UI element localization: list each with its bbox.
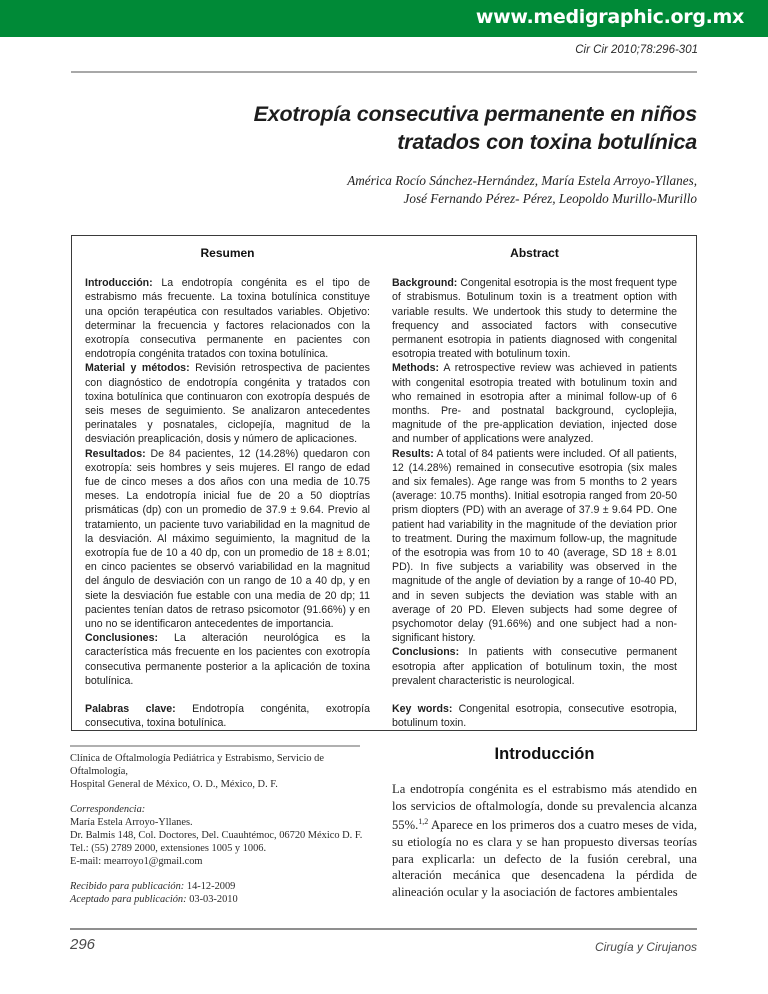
footer-divider xyxy=(70,928,697,930)
abstract-text-methods: A retrospective review was achieved in patients with congenital esotropia treated with botulinum toxin and who remained in esotropia after a minimal follow-up of 6 months. Pre- and postnatal background, cycloplejia, magnitude of the pre-application deviation, injected dose and number of applications were analyzed. xyxy=(392,362,677,446)
introduction-body xyxy=(392,781,697,900)
resumen-text-introduccion: La endotropía congénita es el tipo de estrabismo más frecuente. La toxina botulínica constituye una opción terapéutica con resultados variables. Objetivo: determinar la frecuencia y factores relacionados con la exotropía consecutiva permanente en pacientes con endotropía congénita tratados con toxina botulínica. xyxy=(85,277,370,361)
introduction-column xyxy=(392,745,697,900)
correspondence-phone: Tel.: (55) 2789 2000, extensiones 1005 y 1006. xyxy=(70,843,267,855)
resumen-section-conclusiones xyxy=(85,631,370,688)
abstract-section-conclusions xyxy=(392,645,677,688)
resumen-label-material: Material y métodos: xyxy=(85,362,190,375)
introduction-heading: Introducción xyxy=(494,745,595,763)
journal-citation: Cir Cir 2010;78:296-301 xyxy=(575,44,698,56)
author-line-1: América Rocío Sánchez-Hernández, María Estela Arroyo-Yllanes, xyxy=(347,173,697,188)
resumen-section-material xyxy=(85,361,370,446)
article-title-line-2: tratados con toxina botulínica xyxy=(397,130,697,154)
resumen-section-introduccion xyxy=(85,276,370,361)
affiliation-spacer-1 xyxy=(70,792,375,803)
affiliation-line-2: Hospital General de México, O. D., México, D. F. xyxy=(70,779,278,791)
abstract-heading: Abstract xyxy=(510,246,559,260)
resumen-keywords xyxy=(85,702,370,730)
medigraphic-url: www.medigraphic.org.mx xyxy=(475,6,744,28)
correspondence-name: María Estela Arroyo-Yllanes. xyxy=(70,816,193,828)
abstract-text-conclusions: In patients with consecutive permanent esotropia after application of botulinum toxin, the most prevalent characteristic is neurological. xyxy=(392,646,677,687)
abstract-spanish xyxy=(85,246,370,731)
abstract-keywords-text: Congenital esotropia, consecutive esotropia, botulinum toxin. xyxy=(392,703,677,730)
resumen-keywords-label: Palabras clave: xyxy=(85,703,176,716)
abstract-text-background: Congenital esotropia is the most frequent type of strabismus. Botulinum toxin is a treatment option with variable results. We undertook this study to determine the frequency and associated factors with consecutive permanent esotropia in patients diagnosed with congenital esotropia treated with botulinum toxin. xyxy=(392,277,677,361)
affiliation-divider xyxy=(70,745,360,747)
received-date: 14-12-2009 xyxy=(184,880,236,892)
abstract-keywords xyxy=(392,702,677,730)
journal-name-footer: Cirugía y Cirujanos xyxy=(594,940,697,954)
resumen-text-material: Revisión retrospectiva de pacientes con diagnóstico de endotropía congénita y tratados con toxina botulínica que continuaron con exotropía después de seis meses de seguimiento. Se analizaron antecedentes perinatales y posnatales, ciclopejía, magnitud de la desviación preaplicación, dosis y número de aplicaciones. xyxy=(85,362,370,446)
introduction-text-part1: La endotropía congénita es el estrabismo más atendido en los servicios de oftalmología, donde su prevalencia alcanza 55%. xyxy=(392,782,697,833)
resumen-label-conclusiones: Conclusiones: xyxy=(85,632,158,645)
resumen-label-resultados: Resultados: xyxy=(85,447,146,460)
abstract-label-background: Background: xyxy=(392,277,458,290)
received-label: Recibido para publicación: xyxy=(70,880,185,892)
resumen-label-introduccion: Introducción: xyxy=(85,277,153,290)
correspondence-address: Dr. Balmis 148, Col. Doctores, Del. Cuauhtémoc, 06720 México D. F. xyxy=(70,830,363,842)
received-line xyxy=(70,880,375,893)
abstract-section-methods xyxy=(392,361,677,446)
affiliation-block xyxy=(70,752,375,906)
abstract-keywords-label: Key words: xyxy=(392,703,453,716)
abstract-label-results: Results: xyxy=(392,447,434,460)
header-divider xyxy=(71,71,697,73)
correspondence-label: Correspondencia: xyxy=(70,803,146,815)
abstract-label-conclusions: Conclusions: xyxy=(392,646,460,659)
resumen-heading: Resumen xyxy=(200,246,255,260)
resumen-text-conclusiones: La alteración neurológica es la característica más frecuente en los pacientes con exotropía consecutiva permanente posterior a la aplicación de toxina botulínica. xyxy=(85,632,370,687)
accepted-line xyxy=(70,893,375,906)
accepted-date: 03-03-2010 xyxy=(186,893,238,905)
accepted-label: Aceptado para publicación: xyxy=(70,893,187,905)
author-line-2: José Fernando Pérez- Pérez, Leopoldo Murillo-Murillo xyxy=(403,191,697,206)
abstract-section-results xyxy=(392,447,677,646)
abstract-label-methods: Methods: xyxy=(392,362,440,375)
resumen-section-resultados xyxy=(85,447,370,632)
resumen-text-resultados: De 84 pacientes, 12 (14.28%) quedaron con exotropía: seis hombres y seis mujeres. El rango de edad fue de cinco meses a dos años con una media de 10.75 meses. La endotropía inicial fue de 20 a 50 dioptrías prismáticas (dp) con un promedio de 37.9 ± 9.64. Previo al tratamiento, un paciente tuvo variabilidad en la magnitud de la desviación. Al máximo seguimiento, la magnitud de la exotropía fue de 10 a 40 dp, con un promedio de 18 ± 8.01; en cinco pacientes se observó variabilidad en la magnitud del ángulo de desviación con un rango de 10 a 40 dp, y en siete la desviación fue estable con una media de 20 dp; 11 pacientes tenían datos de retraso psicomotor (91.66%) y en uno no se identificaron antecedentes de importancia. xyxy=(85,447,370,631)
abstract-english xyxy=(392,246,677,731)
top-green-banner xyxy=(0,0,768,37)
introduction-text-part2: Aparece en los primeros dos a cuatro meses de vida, su etiología no es clara y se han propuesto diversas teorías para explicarla: un defecto de la fusión cerebral, una alteración mecánica que desencadena la pérdida de alineación ocular y la asociación de factores ambientales xyxy=(392,818,697,899)
correspondence-email[interactable]: E-mail: mearroyo1@gmail.com xyxy=(70,856,203,868)
abstract-section-background xyxy=(392,276,677,361)
resumen-keywords-text: Endotropía congénita, exotropía consecutiva, toxina botulínica. xyxy=(85,703,370,730)
abstract-columns xyxy=(71,235,697,731)
article-title-block xyxy=(120,100,697,208)
page-number: 296 xyxy=(70,936,96,953)
affiliation-spacer-2 xyxy=(70,869,375,880)
abstract-text-results: A total of 84 patients were included. Of all patients, 12 (14.28%) remained in consecutive esotropia (six males and six females). Age range was from 5 months to 2 years (average: 10.75 months). Initial esotropia ranged from 20-50 prism diopters (PD) with an average of 37.9 ± 9.64 PD. One patient had variability in the magnitude of the deviation prior to treatment. During the maximum follow-up, the magnitude of the esotropia was from 10 to 40 (average, SD 18 ± 8.01 PD). In five subjects a variability was observed in the magnitude of the angle of deviation by a range of 10-40 PD, and in seven subjects the deviation was stable with an average of 20 PD. Eleven subjects had some degree of psychomotor delay (91.66%) and one subject had a non-significant history. xyxy=(392,447,677,645)
introduction-reference-marks: 1,2 xyxy=(418,817,429,827)
affiliation-line-1: Clínica de Oftalmología Pediátrica y Estrabismo, Servicio de Oftalmología, xyxy=(70,753,324,778)
article-title-line-1: Exotropía consecutiva permanente en niños xyxy=(253,102,697,126)
